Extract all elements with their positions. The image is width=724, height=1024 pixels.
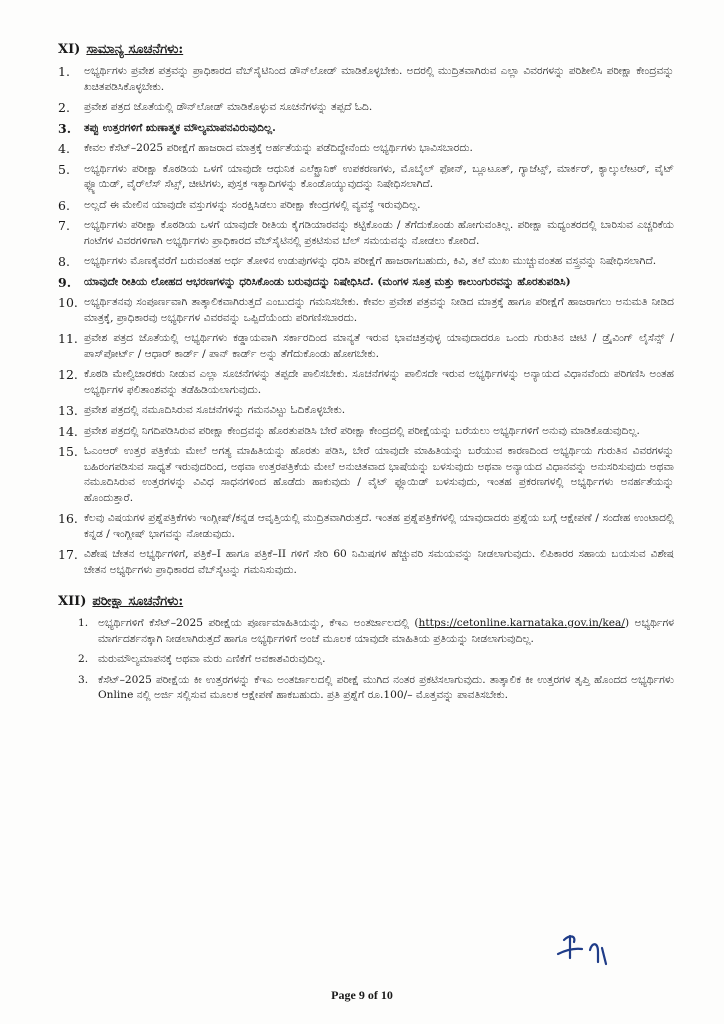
list-item xyxy=(58,547,674,578)
item-number: 1. xyxy=(78,617,89,629)
item-number: 8. xyxy=(58,254,70,269)
item-text: ಪ್ರವೇಶ ಪತ್ರದಲ್ಲಿ ನಿಗದಿಪಡಿಸಿರುವ ಪರೀಕ್ಷಾ ಕೇಂದ್ರವನ್ನು ಹೊರತುಪಡಿಸಿ ಬೇರೆ ಪರೀಕ್ಷಾ ಕೇಂದ್ರದಲ್ಲಿ ಪರೀಕ್ಷೆಯನ್ನು ಬರೆಯಲು ಅಭ್ಯರ್ಥಿಗಳಿಗೆ ಅನುವು ಮಾಡಿಕೊಡುವುದಿಲ್ಲ. xyxy=(84,424,640,437)
kea-website-link[interactable]: https://cetonline.karnataka.gov.in/kea/ xyxy=(418,617,625,629)
item-text: ತಪ್ಪು ಉತ್ತರಗಳಿಗೆ ಋಣಾತ್ಮಕ ಮೌಲ್ಯಮಾಪನವಿರುವುದಿಲ್ಲ. xyxy=(84,121,276,134)
item-number: 15. xyxy=(58,444,78,459)
item-number: 16. xyxy=(58,511,78,526)
item-text: ಕೊಠಡಿ ಮೇಲ್ವಿಚಾರಕರು ನೀಡುವ ಎಲ್ಲಾ ಸೂಚನೆಗಳನ್ನು ತಪ್ಪದೇ ಪಾಲಿಸಬೇಕು. ಸೂಚನೆಗಳನ್ನು ಪಾಲಿಸದೇ ಇರುವ ಅಭ್ಯರ್ಥಿಗಳನ್ನು ಅನ್ಯಾಯದ ವಿಧಾನವೆಂದು ಪರಿಗಣಿಸಿ ಅಂತಹ ಅಭ್ಯರ್ಥಿಗಳ ಫಲಿತಾಂಶವನ್ನು ತಡೆಹಿಡಿಯಲಾಗುವುದು. xyxy=(84,368,674,396)
section-xi-number: XI) xyxy=(58,42,81,57)
item-text: ಕೆಸೆಟ್–2025 ಪರೀಕ್ಷೆಯ ಕೀ ಉತ್ತರಗಳನ್ನು ಕೆಇಎ ಅಂತರ್ಜಾಲದಲ್ಲಿ ಪರೀಕ್ಷೆ ಮುಗಿದ ನಂತರ ಪ್ರಕಟಿಸಲಾಗುವುದು. ತಾತ್ಕಾಲಿಕ ಕೀ ಉತ್ತರಗಳ ತೃಪ್ತಿ ಹೊಂದದ ಅಭ್ಯರ್ಥಿಗಳು Online ನಲ್ಲಿ ಅರ್ಜಿ ಸಲ್ಲಿಸುವ ಮೂಲಕ ಆಕ್ಷೇಪಣೆ ಹಾಕಬಹುದು. ಪ್ರತಿ ಪ್ರಶ್ನೆಗೆ ರೂ.100/– ಮೊತ್ತವನ್ನು ಪಾವತಿಸಬೇಕು. xyxy=(98,673,675,701)
list-item xyxy=(58,367,674,398)
item-number: 14. xyxy=(58,423,78,439)
exam-instructions-list xyxy=(58,616,674,704)
item-text: ಅಲ್ಲದೆ ಈ ಮೇಲಿನ ಯಾವುದೇ ವಸ್ತುಗಳನ್ನು ಸಂರಕ್ಷಿಸಿಡಲು ಪರೀಕ್ಷಾ ಕೇಂದ್ರಗಳಲ್ಲಿ ವ್ಯವಸ್ಥೆ ಇರುವುದಿಲ್ಲ. xyxy=(84,198,421,211)
general-instructions-list xyxy=(58,64,674,578)
section-xii-title: ಪರೀಕ್ಷಾ ಸೂಚನೆಗಳು: xyxy=(92,594,184,609)
list-item xyxy=(58,616,674,647)
section-xi-heading xyxy=(58,42,674,57)
item-number: 17. xyxy=(58,547,78,562)
section-xii-heading xyxy=(58,594,674,609)
item-text: ಕೇವಲ ಕೆಸೆಟ್–2025 ಪರೀಕ್ಷೆಗೆ ಹಾಜರಾದ ಮಾತ್ರಕ್ಕೆ ಅರ್ಹತೆಯನ್ನು ಪಡೆದಿದ್ದೇನೆಂದು ಅಭ್ಯರ್ಥಿಗಳು ಭಾವಿಸಬಾರದು. xyxy=(84,142,473,154)
item-text-part: ಅಭ್ಯರ್ಥಿಗಳಿಗೆ ಕೆಸೆಟ್–2025 ಪರೀಕ್ಷೆಯ ಪೂರ್ಣಮಾಹಿತಿಯನ್ನು, ಕೆಇಎ ಅಂತರ್ಜಾಲದಲ್ಲಿ ( xyxy=(98,617,419,629)
item-text: ಯಾವುದೇ ರೀತಿಯ ಲೋಹದ ಆಭರಣಗಳನ್ನು ಧರಿಸಿಕೊಂಡು ಬರುವುದನ್ನು ನಿಷೇಧಿಸಿದೆ. (ಮಂಗಳ ಸೂತ್ರ ಮತ್ತು ಕಾಲುಂಗುರವನ್ನು ಹೊರತುಪಡಿಸಿ) xyxy=(84,275,571,288)
item-number: 12. xyxy=(58,367,78,382)
item-text: ವಿಶೇಷ ಚೇತನ ಅಭ್ಯರ್ಥಿಗಳಿಗೆ, ಪತ್ರಿಕೆ–I ಹಾಗೂ ಪತ್ರಿಕೆ–II ಗಳಿಗೆ ಸೇರಿ 60 ನಿಮಿಷಗಳ ಹೆಚ್ಚುವರಿ ಸಮಯವನ್ನು ನೀಡಲಾಗುವುದು. ಲಿಪಿಕಾರರ ಸಹಾಯ ಬಯಸುವ ವಿಶೇಷ ಚೇತನ ಅಭ್ಯರ್ಥಿಗಳು ಪ್ರಾಧಿಕಾರದ ವೆಬ್‌ಸೈಟನ್ನು ಗಮನಿಸುವುದು. xyxy=(84,548,674,576)
list-item xyxy=(58,275,674,291)
item-text: ಮರುಮೌಲ್ಯಮಾಪನಕ್ಕೆ ಅಥವಾ ಮರು ಎಣಿಕೆಗೆ ಅವಕಾಶವಿರುವುದಿಲ್ಲ. xyxy=(98,653,326,665)
item-number: 6. xyxy=(58,197,70,213)
item-text: ಕೆಲವು ವಿಷಯಗಳ ಪ್ರಶ್ನೆಪತ್ರಿಕೆಗಳು ಇಂಗ್ಲೀಷ್/ಕನ್ನಡ ಆವೃತ್ತಿಯಲ್ಲಿ ಮುದ್ರಿತವಾಗಿರುತ್ತದೆ. ಇಂತಹ ಪ್ರಶ್ನೆಪತ್ರಿಕೆಗಳಲ್ಲಿ ಯಾವುದಾದರು ಪ್ರಶ್ನೆಯ ಬಗ್ಗೆ ಆಕ್ಷೇಪಣೆ / ಸಂದೇಹ ಉಂಟಾದಲ್ಲಿ ಕನ್ನಡ / ಇಂಗ್ಲೀಷ್ ಭಾಗವನ್ನು ನೋಡುವುದು. xyxy=(84,512,674,540)
item-number: 10. xyxy=(58,295,78,310)
list-item xyxy=(58,295,674,326)
section-xii-number: XII) xyxy=(58,594,87,609)
list-item xyxy=(58,141,674,157)
item-text: ಅಭ್ಯರ್ಥಿತನವು ಸಂಪೂರ್ಣವಾಗಿ ತಾತ್ಕಾಲಿಕವಾಗಿರುತ್ತದೆ ಎಂಬುದನ್ನು ಗಮನಿಸಬೇಕು. ಕೇವಲ ಪ್ರವೇಶ ಪತ್ರವನ್ನು ನೀಡಿದ ಮಾತ್ರಕ್ಕೆ ಹಾಗೂ ಪರೀಕ್ಷೆಗೆ ಹಾಜರಾಗಲು ಅನುಮತಿ ನೀಡಿದ ಮಾತ್ರಕ್ಕೆ, ಪ್ರಾಧಿಕಾರವು ಅಭ್ಯರ್ಥಿಗಳ ವಿವರವನ್ನು ಒಪ್ಪಿದೆಯೆಂದು ಪರಿಗಣಿಸಬಾರದು. xyxy=(84,296,675,324)
item-number: 4. xyxy=(58,141,70,156)
item-number: 3. xyxy=(78,673,89,686)
item-number: 11. xyxy=(58,331,78,346)
item-number: 1. xyxy=(58,64,70,79)
page-number: Page 9 of 10 xyxy=(331,988,393,1002)
list-item xyxy=(58,162,674,193)
list-item xyxy=(58,673,674,704)
item-text: ಅಭ್ಯರ್ಥಿಗಳು ಪ್ರವೇಶ ಪತ್ರವನ್ನು ಪ್ರಾಧಿಕಾರದ ವೆಬ್‌ಸೈಟಿನಿಂದ ಡೌನ್‌ಲೋಡ್ ಮಾಡಿಕೊಳ್ಳಬೇಕು. ಅದರಲ್ಲಿ ಮುದ್ರಿತವಾಗಿರುವ ಎಲ್ಲಾ ವಿವರಗಳನ್ನು ಪರಿಶೀಲಿಸಿ ಪರೀಕ್ಷಾ ಕೇಂದ್ರವನ್ನು ಖಚಿತಪಡಿಸಿಕೊಳ್ಳಬೇಕು. xyxy=(84,65,674,93)
item-text: ಅಭ್ಯರ್ಥಿಗಳು ಮೊಣಕೈವರೆಗೆ ಬರುವಂತಹ ಅರ್ಧ ತೋಳಿನ ಉಡುಪುಗಳನ್ನು ಧರಿಸಿ ಪರೀಕ್ಷೆಗೆ ಹಾಜರಾಗಬಹುದು, ಕಿವಿ, ತಲೆ ಮುಖ ಮುಚ್ಚುವಂತಹ ವಸ್ತ್ರವನ್ನು ನಿಷೇಧಿಸಲಾಗಿದೆ. xyxy=(84,255,657,267)
list-item xyxy=(58,218,674,249)
item-number: 9. xyxy=(58,274,72,290)
item-number: 7. xyxy=(58,218,70,233)
list-item xyxy=(58,64,674,95)
list-item xyxy=(58,121,674,137)
list-item xyxy=(58,331,674,362)
section-xi-title: ಸಾಮಾನ್ಯ ಸೂಚನೆಗಳು: xyxy=(86,42,184,57)
list-item xyxy=(58,511,674,542)
item-number: 13. xyxy=(58,403,78,418)
signature-mark xyxy=(552,928,618,968)
item-number: 5. xyxy=(58,161,70,177)
list-item xyxy=(58,254,674,270)
list-item xyxy=(58,100,674,116)
item-text: ಪ್ರವೇಶ ಪತ್ರದ ಜೊತೆಯಲ್ಲಿ ಡೌನ್‌ಲೋಡ್ ಮಾಡಿಕೊಳ್ಳುವ ಸೂಚನೆಗಳನ್ನು ತಪ್ಪದೆ ಓದಿ. xyxy=(84,101,373,113)
item-number: 3. xyxy=(58,120,72,136)
list-item xyxy=(58,444,674,506)
item-number: 2. xyxy=(78,653,89,665)
list-item xyxy=(58,652,674,668)
item-text: ಅಭ್ಯರ್ಥಿಗಳು ಪರೀಕ್ಷಾ ಕೊಠಡಿಯ ಒಳಗೆ ಯಾವುದೇ ರೀತಿಯ ಕೈಗಡಿಯಾರವನ್ನು ಕಟ್ಟಿಕೊಂಡು / ತೆಗೆದುಕೊಂಡು ಹೋಗುವಂತಿಲ್ಲ. ಪರೀಕ್ಷಾ ಮಧ್ಯಂತರದಲ್ಲಿ ಬಾರಿಸುವ ಎಚ್ಚರಿಕೆಯ ಗಂಟೆಗಳ ವಿವರಗಳಿಗಾಗಿ ಅಭ್ಯರ್ಥಿಗಳು ಪ್ರಾಧಿಕಾರದ ವೆಬ್‌ಸೈಟಿನಲ್ಲಿ ಪ್ರಕಟಿಸುವ ಬೆಲ್ ಸಮಯವನ್ನು ನೋಡಲು ಕೋರಿದೆ. xyxy=(84,219,674,247)
list-item xyxy=(58,198,674,214)
item-text-part: ) ಅಭ್ಯರ್ಥಿಗಳ ಮಾರ್ಗದರ್ಶನಕ್ಕಾಗಿ ನೀಡಲಾಗಿರುತ್ತದೆ ಹಾಗೂ ಅಭ್ಯರ್ಥಿಗಳಿಗೆ ಅಂಚೆ ಮೂಲಕ ಯಾವುದೇ ಮಾಹಿತಿಯ ಪ್ರತಿಯನ್ನು ನೀಡಲಾಗುವುದಿಲ್ಲ. xyxy=(98,617,674,645)
item-text: ಅಭ್ಯರ್ಥಿಗಳು ಪರೀಕ್ಷಾ ಕೊಠಡಿಯ ಒಳಗೆ ಯಾವುದೇ ಆಧುನಿಕ ಎಲೆಕ್ಟ್ರಾನಿಕ್ ಉಪಕರಣಗಳು, ಮೊಬೈಲ್ ಫೋನ್, ಬ್ಲೂಟೂತ್, ಗ್ಯಾಜೆಟ್ಸ್, ಮಾರ್ಕರ್, ಕ್ಯಾಲ್ಕುಲೇಟರ್, ವೈಟ್ ಫ್ಲ್ಯೂಯಿಡ್, ವೈರ್‌ಲೆಸ್ ಸೆಟ್ಸ್, ಚೀಟಿಗಳು, ಪುಸ್ತಕ ಇತ್ಯಾದಿಗಳನ್ನು ಕೊಂಡೊಯ್ಯುವುದನ್ನು ನಿಷೇಧಿಸಲಾಗಿದೆ. xyxy=(84,162,674,190)
item-text: ಓಎಂಆರ್ ಉತ್ತರ ಪತ್ರಿಕೆಯ ಮೇಲೆ ಅಗತ್ಯ ಮಾಹಿತಿಯನ್ನು ಹೊರತು ಪಡಿಸಿ, ಬೇರೆ ಯಾವುದೇ ಮಾಹಿತಿಯನ್ನು ಬರೆಯುವ ಕಾರಣದಿಂದ ಅಭ್ಯರ್ಥಿಯ ಗುರುತಿನ ವಿವರಗಳನ್ನು ಬಹಿರಂಗಪಡಿಸುವ ಸಾಧ್ಯತೆ ಇರುವುದರಿಂದ, ಅಥವಾ ಉತ್ತರಪತ್ರಿಕೆಯ ಮೇಲೆ ಅನುಚಿತವಾದ ಭಾಷೆಯನ್ನು ಬಳಸುವುದು ಅಥವಾ ಅನ್ಯಾಯದ ವಿಧಾನವನ್ನು ಅನುಸರಿಸುವುದು ಅಥವಾ ನಮೂದಿಸಿರುವ ಉತ್ತರಗಳನ್ನು ವಿವಿಧ ಸಾಧನಗಳಿಂದ ಹೊಡೆದು ಹಾಕುವುದು / ವೈಟ್ ಫ್ಲೂಯಿಡ್ ಬಳಸುವುದು, ಇಂತಹ ಪ್ರಕರಣಗಳಲ್ಲಿ ಅಭ್ಯರ್ಥಿಗಳು ಅನರ್ಹತೆಯನ್ನು ಹೊಂದುತ್ತಾರೆ. xyxy=(84,445,674,504)
list-item xyxy=(58,424,674,440)
item-text xyxy=(98,616,674,647)
item-text: ಪ್ರವೇಶ ಪತ್ರದ ಜೊತೆಯಲ್ಲಿ ಅಭ್ಯರ್ಥಿಗಳು ಕಡ್ಡಾಯವಾಗಿ ಸರ್ಕಾರದಿಂದ ಮಾನ್ಯತೆ ಇರುವ ಭಾವಚಿತ್ರವುಳ್ಳ ಯಾವುದಾದರೂ ಒಂದು ಗುರುತಿನ ಚೀಟಿ / ಡ್ರೈವಿಂಗ್ ಲೈಸೆನ್ಸ್ / ಪಾಸ್‌ಪೋರ್ಟ್ / ಆಧಾರ್ ಕಾರ್ಡ್ / ಪಾನ್ ಕಾರ್ಡ್ ಅನ್ನು ತೆಗೆದುಕೊಂಡು ಹೋಗಬೇಕು. xyxy=(84,332,674,360)
item-text: ಪ್ರವೇಶ ಪತ್ರದಲ್ಲಿ ನಮೂದಿಸಿರುವ ಸೂಚನೆಗಳನ್ನು ಗಮನವಿಟ್ಟು ಓದಿಕೊಳ್ಳಬೇಕು. xyxy=(84,404,346,416)
signature-stroke xyxy=(558,936,606,964)
item-number: 2. xyxy=(58,100,70,115)
list-item xyxy=(58,403,674,419)
